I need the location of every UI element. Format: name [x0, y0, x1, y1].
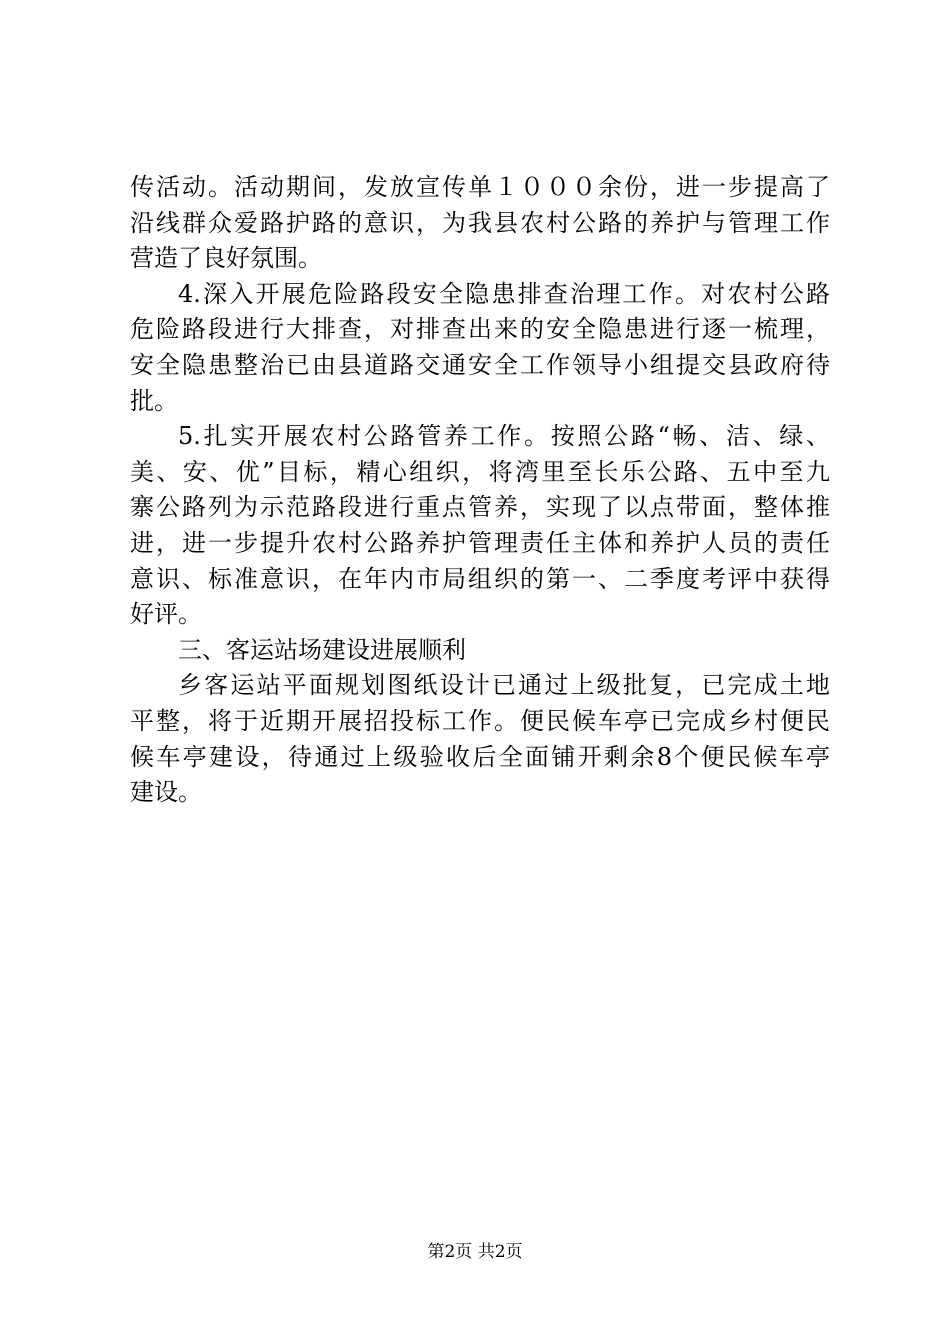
- section-heading: [130, 633, 830, 669]
- text-line: 乡客运站平面规划图纸设计已通过上级批复，已完成土地: [178, 671, 830, 700]
- text-line: 意识、标准意识，在年内市局组织的第一、二季度考评中获得: [130, 564, 830, 593]
- text-line: 平整，将于近期开展招投标工作。便民候车亭已完成乡村便民: [130, 706, 830, 735]
- heading-text: 三、客运站场建设进展顺利: [178, 635, 466, 664]
- text-line: 候车亭建设，待通过上级验收后全面铺开剩余8个便民候车亭: [130, 742, 830, 771]
- text-line: 5.扎实开展农村公路管养工作。按照公路“畅、洁、绿、: [178, 422, 830, 451]
- text-line: 传活动。活动期间，发放宣传单１０００余份，进一步提高了: [130, 173, 830, 201]
- paragraph-2: [130, 277, 830, 419]
- paragraph-4: [130, 668, 830, 810]
- text-line: 寨公路列为示范路段进行重点管养，实现了以点带面，整体推: [130, 493, 830, 522]
- text-line: 建设。: [130, 778, 202, 807]
- paragraph-3: [130, 419, 830, 633]
- text-line: 美、安、优”目标，精心组织，将湾里至长乐公路、五中至九: [130, 457, 830, 486]
- page-footer: [0, 1241, 950, 1263]
- text-line: 4.深入开展危险路段安全隐患排查治理工作。对农村公路: [178, 279, 830, 308]
- text-line: 危险路段进行大排查，对排查出来的安全隐患进行逐一梳理，: [130, 315, 830, 344]
- text-line: 沿线群众爱路护路的意识，为我县农村公路的养护与管理工作: [130, 208, 830, 237]
- paragraph-1: [130, 170, 830, 277]
- page-number: 第2页 共2页: [427, 1242, 523, 1262]
- text-line: 营造了良好氛围。: [130, 244, 322, 273]
- text-line: 进，进一步提升农村公路养护管理责任主体和养护人员的责任: [130, 528, 830, 557]
- text-line: 批。: [130, 386, 178, 415]
- text-line: 安全隐患整治已由县道路交通安全工作领导小组提交县政府待: [130, 350, 830, 379]
- document-body: [130, 170, 830, 811]
- text-line: 好评。: [130, 600, 202, 629]
